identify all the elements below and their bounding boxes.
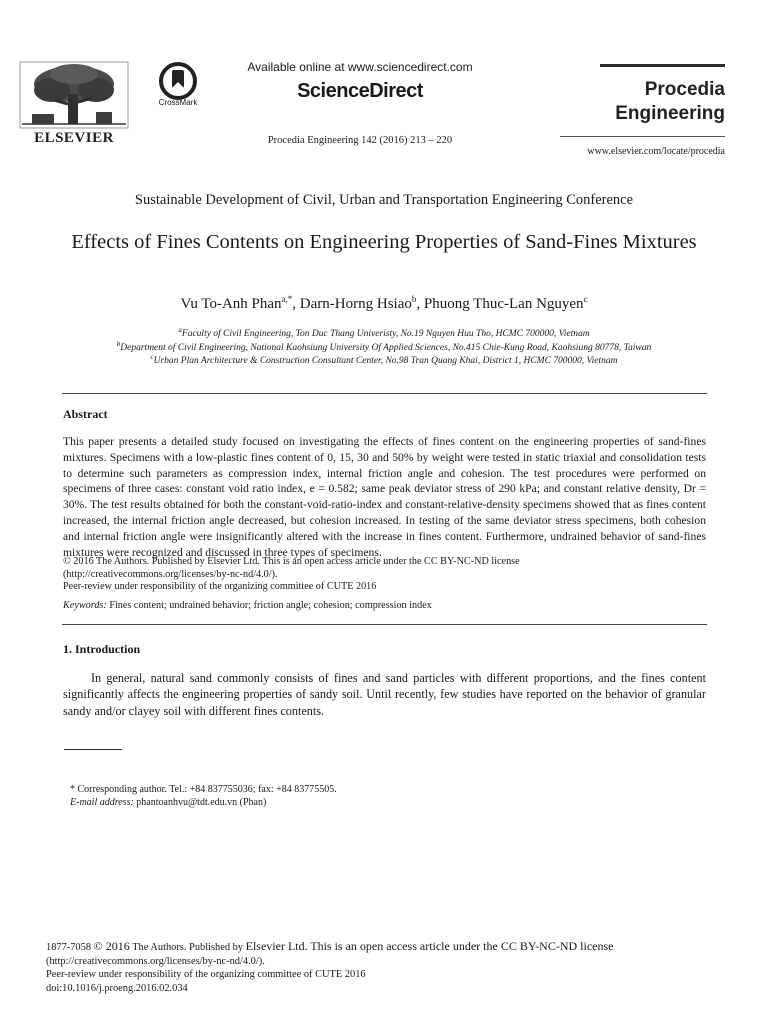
journal-title-line2: Engineering [615,103,725,124]
journal-title [600,78,725,126]
keywords-list: Fines content; undrained behavior; friction angle; cohesion; compression index [109,600,432,611]
email-label: E-mail address: [70,797,134,808]
footer-authors-text: The Authors. Published by [132,942,244,953]
footer-license-link[interactable]: (http://creativecommons.org/licenses/by-nc-nd/4.0/). [46,955,265,967]
author-affiliation-marker: a,* [281,294,293,304]
footer-copyright-year: © 2016 [93,939,130,953]
affiliation-marker: b [116,340,121,348]
keywords [63,600,706,611]
affiliation-text: Urban Plan Architecture & Construction Consultant Center, No.98 Tran Quang Khai, District 1, HCMC 700000, Vietnam [153,356,618,367]
footnote-divider [64,749,122,750]
email-line [70,796,710,809]
crossmark-badge[interactable] [152,62,204,122]
author-name: Phuong Thuc-Lan Nguyen [423,296,584,312]
issn: 1877-7058 [46,942,92,953]
paper-title: Effects of Fines Contents on Engineering Properties of Sand-Fines Mixtures [71,231,697,253]
affiliation-a [40,326,728,339]
footer-publisher: Elsevier Ltd. [245,939,308,953]
doi[interactable]: doi:10.1016/j.proeng.2016.02.034 [46,982,188,994]
affiliation-c [40,353,728,366]
keywords-label: Keywords: [63,600,107,611]
affiliation-marker: c [150,353,154,361]
sciencedirect-logo[interactable]: ScienceDirect [297,80,423,102]
corresponding-author-contact: * Corresponding author. Tel.: +84 837755036; fax: +84 83775505. [70,784,337,795]
affiliation-text: Faculty of Civil Engineering, Ton Duc Thang Univeristy, No.19 Nguyen Huu Tho, HCMC 700000, Vietnam [181,329,590,340]
section-divider [62,393,707,394]
affiliation-marker: a [178,326,182,334]
section-divider [62,624,707,625]
license-link[interactable]: (http://creativecommons.org/licenses/by-nc-nd/4.0/). [63,568,278,580]
author-affiliation-marker: b [411,294,417,304]
author-affiliation-marker: c [583,294,588,304]
introduction-text: In general, natural sand commonly consists of fines and sand particles with different proportions, and the fines content significantly affects the engineering properties of sandy soil. Until recently, few studies have reported on the behavior of granular sandy and/or clayey soil with different fines contents. [63,671,706,718]
crossmark-icon [158,62,198,100]
footer-license-text: This is an open access article under the CC BY-NC-ND license [310,939,614,953]
corresponding-author-footnote [70,783,710,809]
page-footer [46,940,726,995]
journal-url-link[interactable]: www.elsevier.com/locate/procedia [587,146,725,157]
journal-divider [560,136,725,137]
journal-reference: Procedia Engineering 142 (2016) 213 – 220 [267,135,453,146]
available-online-text: Available online at www.sciencedirect.com [247,60,473,74]
affiliation-b [40,340,728,353]
journal-title-line1: Procedia [644,79,725,100]
publisher-name: ELSEVIER [34,130,114,146]
email-address[interactable]: phantoanhvu@tdt.edu.vn (Phan) [136,797,267,808]
footer-peer-review: Peer-review under responsibility of the organizing committee of CUTE 2016 [46,969,366,980]
journal-top-bar [600,64,725,67]
abstract-copyright [63,556,706,594]
abstract-text: This paper presents a detailed study focused on investigating the effects of fines content on the engineering properties of sand-fines mixtures. Specimens with a low-plastic fines content of 0, 15, 30 and 50% by weight were tested in static triaxial and consolidation tests to determine such parameters as compression index, internal friction angle and cohesion. The test procedures were performed on specimens of three cases: constant void ratio index, e = 0.582; same peak deviator stress of 290 kPa; and constant relative density, Dr = 30%. The test results obtained for both the constant-void-ratio-index and constant-relative-density specimens showed that as fines content increased, the internal friction angle decreased, but cohesion increased. In testing of the same deviator stress specimens, both cohesion and internal friction angle were insignificantly altered with the increase in fines content. Furthermore, undrained behavior of sand-fines mixtures were recognized and discussed in three types of specimens. [63,435,706,559]
footer-copyright-line [46,940,726,955]
introduction-heading: 1. Introduction [63,642,141,656]
author-list: Vu To-Anh Phan$^{a,*}$, Darn-Horng Hsiao$^b$, Phuong Thuc-Lan Nguyen$^c$ [180,294,588,312]
affiliation-text: Department of Civil Engineering, National Kaohsiung University Of Applied Sciences, No.415 Chie-Kung Road, Kaohsiung 80778, Taiwan [120,343,652,354]
author-name: Darn-Horng Hsiao [299,296,412,312]
tree-icon [18,60,130,132]
peer-review-note: Peer-review under responsibility of the organizing committee of CUTE 2016 [63,581,377,592]
crossmark-label: CrossMark [158,98,198,107]
conference-name: Sustainable Development of Civil, Urban and Transportation Engineering Conference [134,192,634,208]
abstract-heading: Abstract [63,407,108,421]
copyright-line: © 2016 The Authors. Published by Elsevier Ltd. This is an open access article under the CC BY-NC-ND license [63,556,520,567]
author-name: Vu To-Anh Phan [180,296,282,312]
